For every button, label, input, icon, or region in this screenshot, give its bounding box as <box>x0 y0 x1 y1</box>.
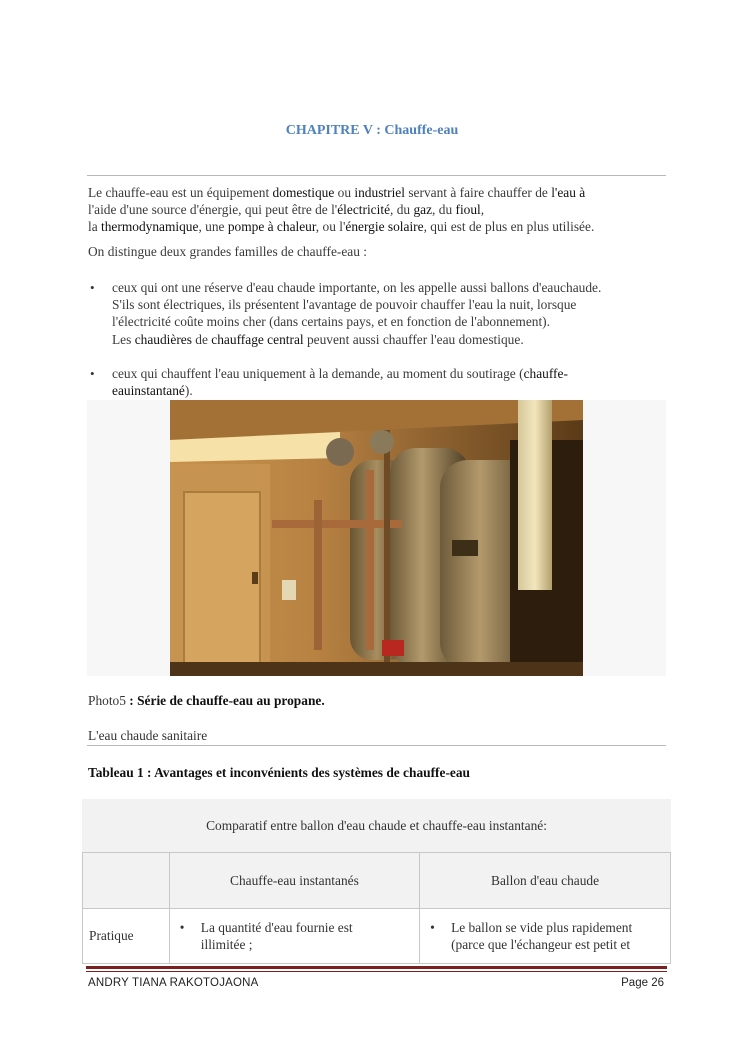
bullet-text: Les <box>112 331 135 347</box>
bullet-text: ). <box>184 383 193 399</box>
list-item <box>421 919 669 953</box>
section-divider <box>87 745 666 746</box>
bullet-text: ceux qui ont une réserve d'eau chaude importante, on les appelle aussi ballons d'eauchaude. <box>112 280 602 295</box>
bullet-text: S'ils sont électriques, ils présentent l'avantage de pouvoir chauffer l'eau la nuit, lorsque <box>112 297 577 313</box>
link-electricite: électricité <box>337 202 391 218</box>
intro-text: l'aide d'une source d'énergie, qui peut être de l' <box>88 202 338 218</box>
link-chauffage-central: chauffage central <box>211 331 304 347</box>
intro-text: la <box>88 219 102 235</box>
bullet-item-reserve <box>88 279 668 348</box>
bullet-text: de <box>191 331 212 347</box>
table-header-instantane: Chauffe-eau instantanés <box>169 853 419 909</box>
intro-text: , qui est de plus en plus utilisée. <box>423 219 595 235</box>
intro-paragraph <box>88 184 668 236</box>
link-chaudieres: chaudières <box>134 331 192 347</box>
table-title: Tableau 1 : Avantages et inconvénients des systèmes de chauffe-eau <box>88 765 470 780</box>
table-row <box>83 909 671 964</box>
section-subheading: L'eau chaude sanitaire <box>88 728 208 743</box>
footer-divider-thin <box>86 971 667 972</box>
intro-text: servant à faire chauffer de <box>404 185 552 200</box>
footer-author: ANDRY TIANA RAKOTOJAONA <box>88 977 259 989</box>
link-fioul: fioul <box>455 202 481 218</box>
table-header-empty <box>83 853 170 909</box>
table-header-row <box>83 853 671 909</box>
chapter-title: CHAPITRE V : Chauffe-eau <box>285 123 459 138</box>
link-chauffe-eau-instantane: eauinstantané <box>112 383 185 399</box>
footer-page-number: Page 26 <box>621 977 664 989</box>
cell-text: La quantité d'eau fournie est <box>200 920 353 935</box>
bullet-text: ceux qui chauffent l'eau uniquement à la demande, au moment du soutirage ( <box>112 366 524 381</box>
link-energie-solaire: énergie solaire <box>345 219 424 235</box>
table-caption: Comparatif entre ballon d'eau chaude et chauffe-eau instantané: <box>82 799 671 852</box>
water-heaters-photo <box>170 400 583 676</box>
intro-text: , ou l' <box>315 219 346 235</box>
list-item <box>88 365 668 399</box>
link-chauffe-eau-instantane: chauffe- <box>523 366 568 381</box>
intro-text: , du <box>432 202 456 218</box>
intro-text: , <box>480 202 485 218</box>
link-industriel: industriel <box>354 185 405 200</box>
bullet-icon: • <box>90 366 95 381</box>
link-gaz: gaz <box>413 202 433 218</box>
link-pompe-a-chaleur: pompe à chaleur <box>227 219 316 235</box>
link-domestique: domestique <box>272 185 335 200</box>
intro-text: ou <box>334 185 355 200</box>
caption-prefix: Photo5 <box>88 693 130 708</box>
link-thermodynamique: thermodynamique <box>101 219 199 235</box>
list-item <box>171 919 418 953</box>
caption-title: : Série de chauffe-eau au propane. <box>129 693 325 708</box>
intro-text: , du <box>390 202 414 218</box>
bullet-item-instantane <box>88 365 668 399</box>
comparison-table <box>82 852 671 964</box>
table-header-ballon: Ballon d'eau chaude <box>420 853 671 909</box>
bullet-text: peuvent aussi chauffer l'eau domestique. <box>303 331 524 347</box>
photo-frame <box>87 400 666 676</box>
bullet-icon: • <box>430 920 435 935</box>
list-item <box>88 279 668 348</box>
water-heaters-photo-icon <box>170 400 583 676</box>
intro-text: , une <box>198 219 228 235</box>
families-intro: On distingue deux grandes familles de chauffe-eau : <box>88 244 367 259</box>
bullet-icon: • <box>90 280 95 295</box>
row-label-pratique: Pratique <box>83 909 170 964</box>
table-cell <box>169 909 419 964</box>
cell-text: Le ballon se vide plus rapidement <box>451 920 633 935</box>
bullet-icon: • <box>179 920 185 935</box>
intro-text: Le chauffe-eau est un équipement <box>88 185 273 200</box>
link-eau: l'eau à <box>551 185 586 200</box>
photo-caption <box>88 693 325 709</box>
table-cell <box>420 909 671 964</box>
header-divider <box>87 175 666 176</box>
cell-text: illimitée ; <box>200 937 253 952</box>
bullet-text: l'électricité coûte moins cher (dans certains pays, et en fonction de l'abonnement). <box>112 314 550 330</box>
cell-text: (parce que l'échangeur est petit et <box>451 937 631 952</box>
footer-divider-thick <box>86 966 667 969</box>
